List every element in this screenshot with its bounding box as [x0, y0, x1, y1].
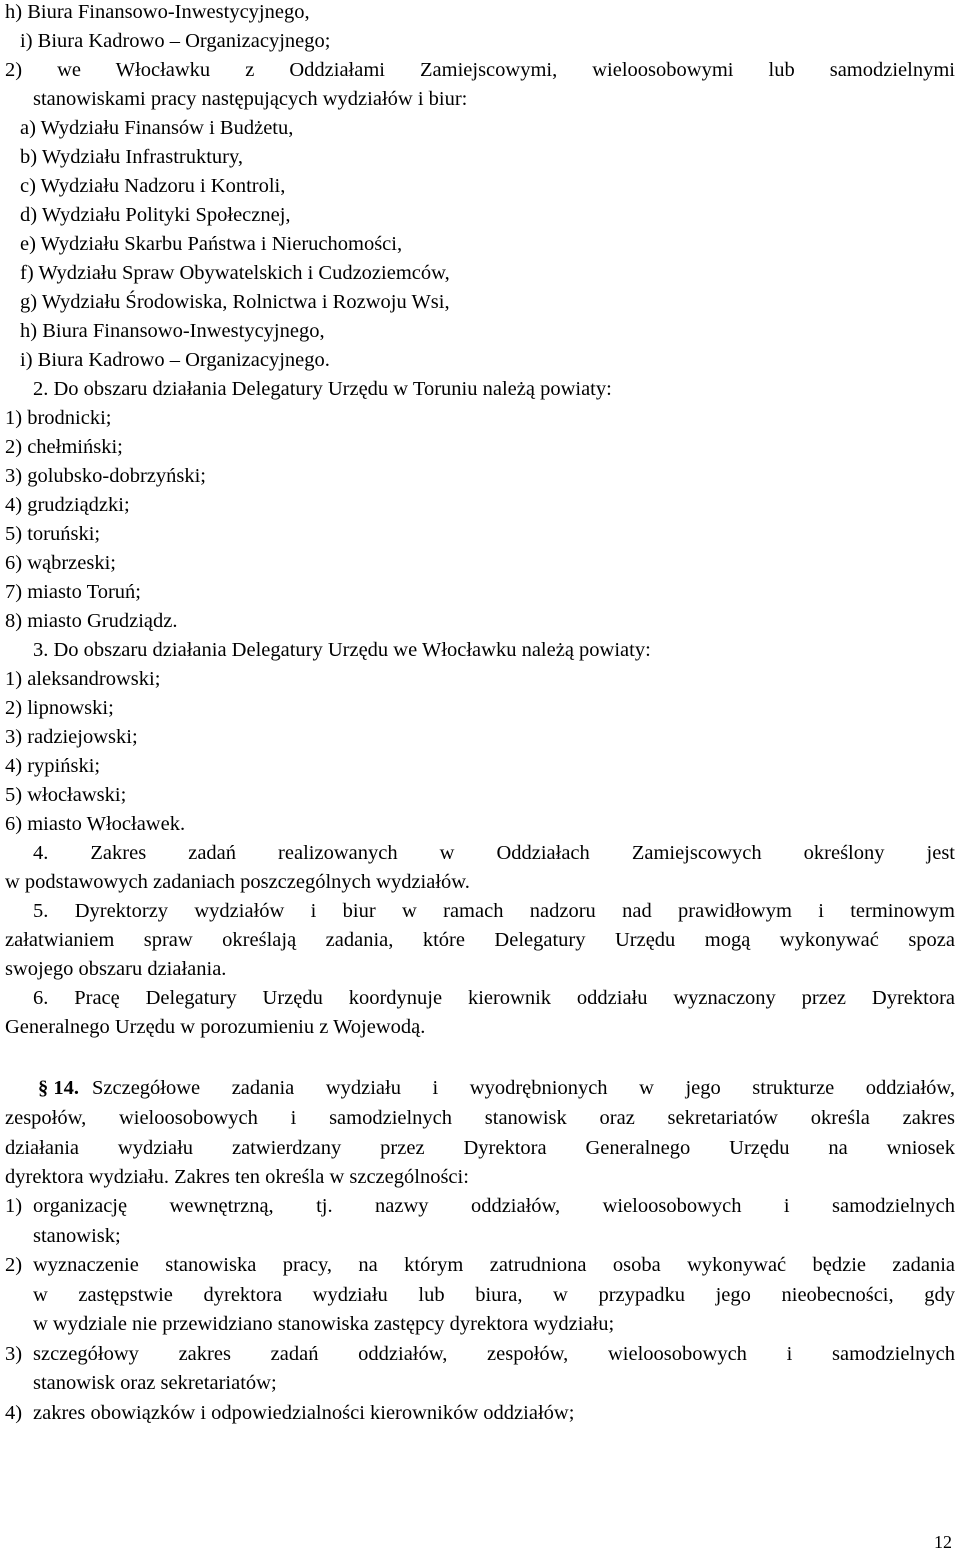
- scope-item-marker: 4): [5, 1402, 23, 1424]
- scope-item-line: zakres obowiązków i odpowiedzialności kierowników oddziałów;: [33, 1402, 575, 1424]
- scope-item-line: w wydziale nie przewidziano stanowiska zastępcy dyrektora wydziału;: [33, 1313, 615, 1335]
- list-item: g) Wydziału Środowiska, Rolnictwa i Rozwoju Wsi,: [20, 291, 450, 313]
- section-4-line: w podstawowych zadaniach poszczególnych wydziałów.: [5, 871, 470, 893]
- list-item: 5) włocławski;: [5, 784, 127, 806]
- section-4-line: 4. Zakres zadań realizowanych w Oddziałach Zamiejscowych określony jest: [33, 842, 955, 864]
- list-item: 2) lipnowski;: [5, 697, 114, 719]
- section-5-line: swojego obszaru działania.: [5, 958, 227, 980]
- list-item: c) Wydziału Nadzoru i Kontroli,: [20, 175, 286, 197]
- scope-item-line: wyznaczenie stanowiska pracy, na którym zatrudniona osoba wykonywać będzie zadania: [33, 1254, 955, 1276]
- list-item: 8) miasto Grudziądz.: [5, 610, 178, 632]
- paragraph-14-line: Szczegółowe zadania wydziału i wyodrębnionych w jego strukturze oddziałów,: [92, 1077, 955, 1099]
- list-item: a) Wydziału Finansów i Budżetu,: [20, 117, 294, 139]
- list-item: 2) chełmiński;: [5, 436, 123, 458]
- scope-item-line: organizację wewnętrzną, tj. nazwy oddziałów, wieloosobowych i samodzielnych: [33, 1195, 955, 1217]
- section-2-heading: 2. Do obszaru działania Delegatury Urzędu w Toruniu należą powiaty:: [33, 378, 612, 400]
- list-item: 6) wąbrzeski;: [5, 552, 116, 574]
- list-item: 4) grudziądzki;: [5, 494, 130, 516]
- paragraph-14-line: działania wydziału zatwierdzany przez Dyrektora Generalnego Urzędu na wniosek: [5, 1137, 955, 1159]
- paragraph-number: § 14.: [38, 1077, 79, 1099]
- list-item: 1) brodnicki;: [5, 407, 112, 429]
- scope-item-line: szczegółowy zakres zadań oddziałów, zespołów, wieloosobowych i samodzielnych: [33, 1343, 955, 1365]
- section-5-line: załatwianiem spraw określają zadania, które Delegatury Urzędu mogą wykonywać spoza: [5, 929, 955, 951]
- list-item: 4) rypiński;: [5, 755, 101, 777]
- list-item: b) Wydziału Infrastruktury,: [20, 146, 244, 168]
- point-2-line: stanowiskami pracy następujących wydziałów i biur:: [33, 88, 468, 110]
- list-item: 3) radziejowski;: [5, 726, 138, 748]
- page-number: 12: [934, 1532, 952, 1552]
- section-6-line: Generalnego Urzędu w porozumieniu z Wojewodą.: [5, 1016, 426, 1038]
- list-item: h) Biura Finansowo-Inwestycyjnego,: [5, 1, 310, 23]
- list-item: e) Wydziału Skarbu Państwa i Nieruchomości,: [20, 233, 403, 255]
- paragraph-14-line: dyrektora wydziału. Zakres ten określa w szczególności:: [5, 1166, 469, 1188]
- list-item: 3) golubsko-dobrzyński;: [5, 465, 206, 487]
- list-item: i) Biura Kadrowo – Organizacyjnego;: [20, 30, 331, 52]
- scope-item-line: stanowisk;: [33, 1225, 121, 1247]
- paragraph-14-line: zespołów, wieloosobowych i samodzielnych stanowisk oraz sekretariatów określa zakres: [5, 1107, 955, 1129]
- list-item: 1) aleksandrowski;: [5, 668, 161, 690]
- scope-item-line: w zastępstwie dyrektora wydziału lub biura, w przypadku jego nieobecności, gdy: [33, 1284, 955, 1306]
- section-3-heading: 3. Do obszaru działania Delegatury Urzędu we Włocławku należą powiaty:: [33, 639, 651, 661]
- point-2-line: 2) we Włocławku z Oddziałami Zamiejscowymi, wieloosobowymi lub samodzielnymi: [5, 59, 955, 81]
- scope-item-marker: 3): [5, 1343, 23, 1365]
- list-item: 6) miasto Włocławek.: [5, 813, 186, 835]
- section-6-line: 6. Pracę Delegatury Urzędu koordynuje kierownik oddziału wyznaczony przez Dyrektora: [33, 987, 955, 1009]
- list-item: f) Wydziału Spraw Obywatelskich i Cudzoziemców,: [20, 262, 450, 284]
- list-item: 7) miasto Toruń;: [5, 581, 141, 603]
- list-item: i) Biura Kadrowo – Organizacyjnego.: [20, 349, 330, 371]
- scope-item-marker: 2): [5, 1254, 23, 1276]
- scope-item-line: stanowisk oraz sekretariatów;: [33, 1372, 277, 1394]
- section-5-line: 5. Dyrektorzy wydziałów i biur w ramach nadzoru nad prawidłowym i terminowym: [33, 900, 955, 922]
- list-item: 5) toruński;: [5, 523, 101, 545]
- list-item: h) Biura Finansowo-Inwestycyjnego,: [20, 320, 325, 342]
- list-item: d) Wydziału Polityki Społecznej,: [20, 204, 291, 226]
- scope-item-marker: 1): [5, 1195, 23, 1217]
